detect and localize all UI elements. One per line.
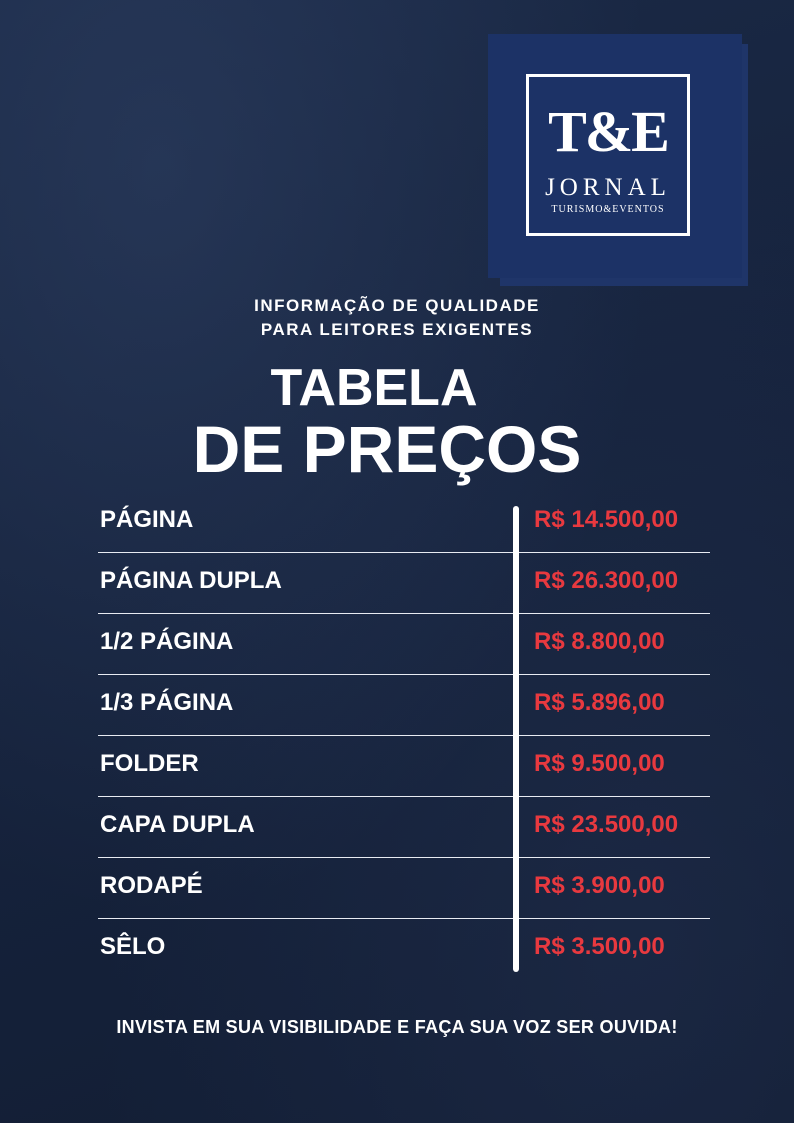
table-row bbox=[98, 858, 710, 919]
logo-subtitle: TURISMO&EVENTOS bbox=[551, 204, 665, 215]
row-item: FOLDER bbox=[100, 750, 199, 777]
column-divider bbox=[513, 506, 519, 972]
row-item: SÊLO bbox=[100, 933, 166, 960]
footer-slogan: INVISTA EM SUA VISIBILIDADE E FAÇA SUA VOZ SER OUVIDA! bbox=[116, 1017, 678, 1037]
logo-frame bbox=[526, 74, 690, 236]
row-item: RODAPÉ bbox=[100, 872, 203, 899]
row-item: PÁGINA DUPLA bbox=[100, 567, 282, 594]
table-row bbox=[98, 492, 710, 553]
tagline bbox=[0, 294, 794, 342]
table-row bbox=[98, 919, 710, 980]
row-price: R$ 26.300,00 bbox=[534, 567, 679, 594]
row-item: 1/2 PÁGINA bbox=[100, 628, 234, 655]
logo-mark: T&E bbox=[548, 99, 668, 164]
page-title-line-2: DE PREÇOS bbox=[192, 412, 582, 486]
row-item: CAPA DUPLA bbox=[100, 811, 255, 838]
table-row bbox=[98, 553, 710, 614]
page-title-line-1: TABELA bbox=[270, 359, 478, 417]
row-price: R$ 14.500,00 bbox=[534, 506, 679, 533]
logo bbox=[488, 34, 742, 278]
tagline-line-2: PARA LEITORES EXIGENTES bbox=[260, 320, 534, 339]
row-price: R$ 9.500,00 bbox=[534, 750, 665, 777]
tagline-line-1: INFORMAÇÃO DE QUALIDADE bbox=[254, 296, 540, 315]
row-item: PÁGINA bbox=[100, 506, 194, 533]
row-price: R$ 3.900,00 bbox=[534, 872, 665, 899]
table-row bbox=[98, 736, 710, 797]
row-price: R$ 8.800,00 bbox=[534, 628, 665, 655]
table-row bbox=[98, 797, 710, 858]
row-price: R$ 23.500,00 bbox=[534, 811, 679, 838]
table-row bbox=[98, 675, 710, 736]
row-price: R$ 3.500,00 bbox=[534, 933, 665, 960]
table-row bbox=[98, 614, 710, 675]
row-price: R$ 5.896,00 bbox=[534, 689, 665, 716]
row-item: 1/3 PÁGINA bbox=[100, 689, 234, 716]
logo-name: JORNAL bbox=[545, 174, 671, 201]
price-table bbox=[98, 492, 710, 980]
